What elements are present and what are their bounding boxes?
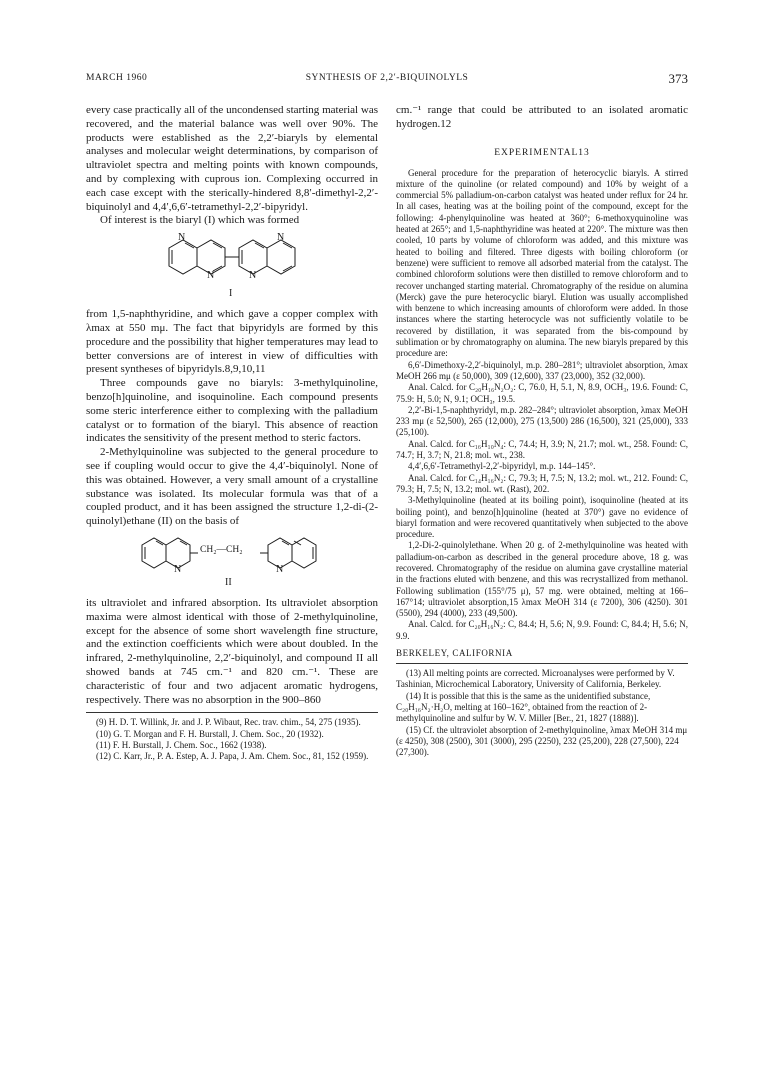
footnote-9: (9) H. D. T. Willink, Jr. and J. P. Wibaut, Rec. trav. chim., 54, 275 (1935). <box>96 717 361 728</box>
structure-ii <box>132 535 332 593</box>
structure-i-drawing <box>147 234 317 292</box>
paragraph-biaryl-i: Of interest is the biaryl (I) which was formed <box>100 214 300 227</box>
structure-ii-label: II <box>225 576 232 588</box>
paragraph-methylquinoline: 2-Methylquinoline was subjected to the general procedure to see if coupling would occur to give the 4,4′-biquinolyl. None of this was obtained. However, a very small amount of a crystalline substance was isolated. Its molecular formula was that of a coupled product, and it has been assigned the structure 1,2-di-(2-quinolyl)ethane (II) on the basis of <box>86 446 378 528</box>
footnote-15: (15) Cf. the ultraviolet absorption of 2-methylquinoline, λmax MeOH 314 mμ (ε 4250), 308 (2500), 301 (3000), 295 (2250), 232 (25,200), 228 (27,500), 224 (27,300). <box>396 724 688 758</box>
paragraph-naphthyridine: from 1,5-naphthyridine, and which gave a copper complex with λmax at 550 mμ. The fact that bipyridyls are formed by this procedure and the possibility that higher temperatures may lead to better conversions are of interest in view of difficulties with present syntheses of bipyridyls.8,9,10,11 <box>86 308 378 376</box>
experimental-anal-1: Anal. Calcd. for C₂₀H₁₆N₂O₂: C, 76.0, H, 5.1, N, 8.9, OCH₃, 19.6. Found: C, 75.9: H, 5.0; N, 9.1; OCH₃, 19.5. <box>396 382 688 404</box>
structure-ii-drawing <box>132 535 332 579</box>
right-column <box>396 104 688 758</box>
paragraph-uv-ir: its ultraviolet and infrared absorption. Its ultraviolet absorption maxima were almost identical with those of 2-methylquinoline, except for the absence of some short wavelength fine structure, and the extinction coefficients which were about doubled. In the infrared, 2-methylquinoline, 2,2′-biquinolyl, and compound II all showed bands at 745 cm.⁻¹ and 820 cm.⁻¹. These are characteristic of four and two adjacent aromatic hydrogens, respectively. There was no absorption in the 900–860 <box>86 596 378 706</box>
footnote-13: (13) All melting points are corrected. Microanalyses were performed by V. Tashinian, Microchemical Laboratory, University of California, Berkeley. <box>396 668 675 690</box>
footnote-11: (11) F. H. Burstall, J. Chem. Soc., 1662 (1938). <box>96 739 267 750</box>
experimental-anal-3: Anal. Calcd. for C₁₄H₁₆N₂: C, 79.3; H, 7.5; N, 13.2; mol. wt., 212. Found: C, 79.3; H, 7.5; N, 13.2; mol. wt. (Rast), 202. <box>396 472 688 494</box>
paragraph-intro: every case practically all of the uncondensed starting material was recovered, and the material balance was well over 90%. The products were established as the 2,2′-biaryls by elemental analyses and molecular weight determinations, by comparison of ultraviolet spectra and melting points with known compounds, and by complexing with cuprous ion. Complexing occurred in each case except with the sterically-hindered 8,8′-dimethyl-2,2′-biquinolyl and 4,4′,6,6′-tetramethyl-2,2′-bipyridyl. <box>86 104 378 213</box>
experimental-tetramethyl: 4,4′,6,6′-Tetramethyl-2,2′-bipyridyl, m.p. 144–145°. <box>408 461 596 472</box>
paragraph-no-biaryls: Three compounds gave no biaryls: 3-methylquinoline, benzo[h]quinoline, and isoquinoline. Each compound presents some steric interference either to complexing with the palladium catalyst or to formation of the biaryl. This absence of reaction indicates the sensitivity of the present method to steric factors. <box>86 377 378 445</box>
structure-ii-bridge: CH₂—CH₂ <box>200 544 243 555</box>
experimental-dimethoxy: 6,6′-Dimethoxy-2,2′-biquinolyl, m.p. 280–281°; ultraviolet absorption, λmax MeOH 266 mμ (ε 50,000), 309 (12,600), 337 (23,000), 352 (32,000). <box>396 359 688 381</box>
header-title: SYNTHESIS OF 2,2′-BIQUINOLYLS <box>305 73 469 83</box>
footnotes-right <box>396 668 688 758</box>
experimental-diquinolylethane: 1,2-Di-2-quinolylethane. When 20 g. of 2-methylquinoline was heated with palladium-on-carbon as described in the general procedure above, 18 g. was recovered. Chromatography of the residue on alumina gave crystalline material in the fractions eluted with benzene, and this was recrystallized from methanol. Following sublimation (155°/75 μ), 57 mg. were obtained, melting at 166–167°14; ultraviolet absorption,15 λmax MeOH 314 (ε 7200), 306 (4250). 301 (5500), 294 (4000), 233 (49,500). <box>396 540 688 619</box>
structure-ii-n1: N <box>174 563 182 575</box>
footnotes-left <box>86 717 378 762</box>
section-heading-experimental: EXPERIMENTAL13 <box>494 147 590 158</box>
paragraph-isolated-hydrogen: cm.⁻¹ range that could be attributed to an isolated aromatic hydrogen.12 <box>396 104 688 130</box>
footnote-rule-right <box>396 663 688 664</box>
experimental-anal-4: Anal. Calcd. for C₂₀H₁₆N₂: C, 84.4; H, 5.6; N, 9.9. Found: C, 84.4; H, 5.6; N, 9.9. <box>396 619 688 641</box>
structure-i-n4: N <box>277 232 285 244</box>
experimental-general-procedure: General procedure for the preparation of heterocyclic biaryls. A stirred mixture of the quinoline (or related compound) and 10% by weight of a commercial 5% palladium-on-carbon catalyst was heated under reflux for 24 hr. In all cases, heating was at the boiling point of the compound, except for the following: 4-phenylquinoline was heated at 360°; 6-methoxyquinoline was heated at 265°; and 1,5-naphthyridine was heated at 220°. The mixture was then cooled, 10 parts by volume of chloroform was added, and this mixture was heated to boiling and filtered. Three digests with boiling chloroform (or benzene) were sufficient to remove all adsorbed material from the catalyst. The combined chloroform solutions were then distilled to remove chloroform and to recover unchanged starting material. Chromatography of the residue on alumina (Merck) gave the pure heterocyclic biaryl. Elution was usually accomplished with benzene to which increasing amounts of chloroform were added. In those instances where the starting heterocycle was not sufficiently volatile to be recovered by distillation, it was separated from the bis-compound by sublimation or by chromatography on alumina. The new biaryls prepared by this procedure are: <box>396 167 688 359</box>
experimental-no-biaryl: 3-Methylquinoline (heated at its boiling point), isoquinoline (heated at its boiling point), and benzo[h]quinoline (heated at 370°) gave no evidence of biaryl formation and were recovered quantitatively when subjected to the above procedure. <box>396 495 688 540</box>
footnote-rule-left <box>86 712 378 713</box>
structure-i-label: I <box>229 288 233 300</box>
running-header <box>86 73 688 89</box>
left-column <box>86 104 378 762</box>
structure-i-n3: N <box>249 270 257 282</box>
footnote-12: (12) C. Karr, Jr., P. A. Estep, A. J. Papa, J. Am. Chem. Soc., 81, 152 (1959). <box>96 751 369 762</box>
structure-ii-n2: N <box>276 563 284 575</box>
experimental-anal-2: Anal. Calcd. for C₁₆H₁₀N₄: C, 74.4; H, 3.9; N, 21.7; mol. wt., 258. Found: C, 74.7; H, 3.7; N, 21.8; mol. wt., 238. <box>396 438 688 461</box>
header-date: MARCH 1960 <box>86 73 148 83</box>
structure-i <box>147 234 317 304</box>
structure-i-n2: N <box>207 270 215 282</box>
structure-i-n1: N <box>178 232 186 244</box>
page-number: 373 <box>668 71 688 86</box>
affiliation: BERKELEY, CALIFORNIA <box>396 648 513 659</box>
footnote-14: (14) It is possible that this is the same as the unidentified substance, C₂₀H₁₆N₂·H₂O, melting at 160–162°, obtained from the reaction of 2-methylquinoline and sulfur by W. V. Miller [Ber., 21, 1827 (1888)]. <box>396 690 651 724</box>
footnote-10: (10) G. T. Morgan and F. H. Burstall, J. Chem. Soc., 20 (1932). <box>96 728 324 739</box>
experimental-binaphthyridyl: 2,2′-Bi-1,5-naphthyridyl, m.p. 282–284°; ultraviolet absorption, λmax MeOH 233 mμ (ε 52,500), 265 (12,000), 275 (13,500) 286 (16,500), 321 (25,000), 333 (25,100). <box>396 404 688 438</box>
